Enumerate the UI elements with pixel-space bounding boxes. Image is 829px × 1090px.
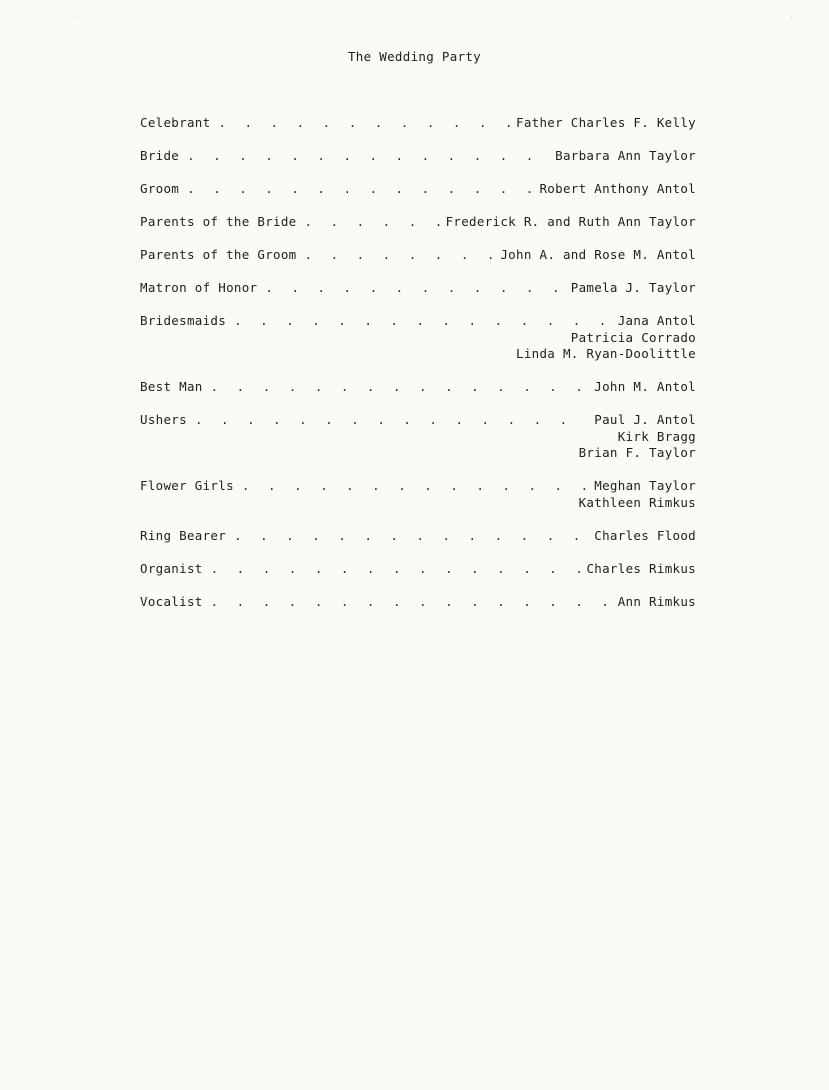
party-member-name: Barbara Ann Taylor [555, 148, 696, 163]
party-role: Bridesmaids [140, 313, 227, 328]
party-role: Flower Girls [140, 478, 234, 493]
party-entry [140, 593, 696, 611]
party-member-name: Charles Flood [594, 527, 696, 543]
party-entry-line [140, 180, 696, 198]
party-entry [140, 246, 696, 264]
party-member-name: John A. and Rose M. Antol [500, 247, 696, 262]
dot-leader [305, 213, 440, 231]
party-member-name: John M. Antol [594, 379, 696, 394]
party-entry [140, 279, 696, 297]
dot-leader [187, 180, 533, 198]
party-entry-line [140, 560, 696, 578]
party-member-name: Father Charles F. Kelly [516, 115, 696, 130]
party-entry-line [140, 477, 696, 495]
party-entry [140, 213, 696, 231]
party-entry-line [140, 114, 696, 132]
party-entry-line [140, 246, 696, 264]
party-role: Bride [140, 148, 180, 163]
dot-leader [211, 378, 589, 396]
party-role: Ring Bearer [140, 527, 227, 543]
dot-leader [234, 527, 588, 545]
party-entry-line [140, 312, 696, 330]
dot-leader [234, 312, 612, 330]
dot-leader [305, 246, 495, 264]
dot-leader [218, 114, 510, 132]
dot-leader [211, 560, 581, 578]
dot-leader [195, 411, 588, 429]
party-entry [140, 114, 696, 132]
party-role: Vocalist [140, 593, 203, 609]
party-entry [140, 527, 696, 545]
party-entry-line [140, 279, 696, 297]
party-member-name: Robert Anthony Antol [539, 181, 696, 196]
wedding-party-list [140, 114, 696, 626]
party-role: Organist [140, 560, 203, 576]
party-member-name: Kathleen Rimkus [578, 494, 696, 510]
party-role: Celebrant [140, 115, 211, 130]
party-entry-line [140, 378, 696, 396]
party-entry [140, 312, 696, 363]
party-entry [140, 180, 696, 198]
party-entry [140, 477, 696, 511]
party-member-name: Ann Rimkus [617, 593, 696, 609]
party-member-name: Meghan Taylor [594, 478, 696, 493]
party-member-name: Charles Rimkus [586, 560, 696, 576]
party-role: Parents of the Groom [140, 247, 297, 262]
party-member-name: Frederick R. and Ruth Ann Taylor [445, 214, 696, 229]
party-member-name: Patricia Corrado [570, 329, 696, 345]
dot-leader [265, 279, 564, 297]
party-member-name: Linda M. Ryan-Doolittle [516, 346, 696, 361]
party-entry [140, 378, 696, 396]
party-member-name: Kirk Bragg [617, 428, 696, 444]
party-entry [140, 560, 696, 578]
party-member-name: Brian F. Taylor [578, 445, 696, 460]
party-entry [140, 147, 696, 165]
dot-leader [211, 593, 612, 611]
party-role: Matron of Honor [140, 280, 258, 295]
party-entry-line [140, 593, 696, 611]
dot-leader [187, 147, 549, 165]
party-entry-line [140, 213, 696, 231]
party-entry-line [140, 411, 696, 429]
dot-leader [242, 477, 588, 495]
party-entry-line [140, 527, 696, 545]
party-entry-line [140, 147, 696, 165]
party-member-name: Jana Antol [617, 313, 696, 328]
party-role: Parents of the Bride [140, 214, 297, 229]
paper-speck-mark: · [76, 14, 80, 24]
paper-speck-mark: · [790, 14, 794, 24]
party-member-name: Pamela J. Taylor [570, 280, 696, 295]
page-title: The Wedding Party [347, 49, 482, 64]
party-role: Best Man [140, 379, 203, 394]
party-entry [140, 411, 696, 462]
party-role: Groom [140, 181, 180, 196]
party-role: Ushers [140, 412, 187, 427]
party-member-name: Paul J. Antol [594, 412, 696, 427]
